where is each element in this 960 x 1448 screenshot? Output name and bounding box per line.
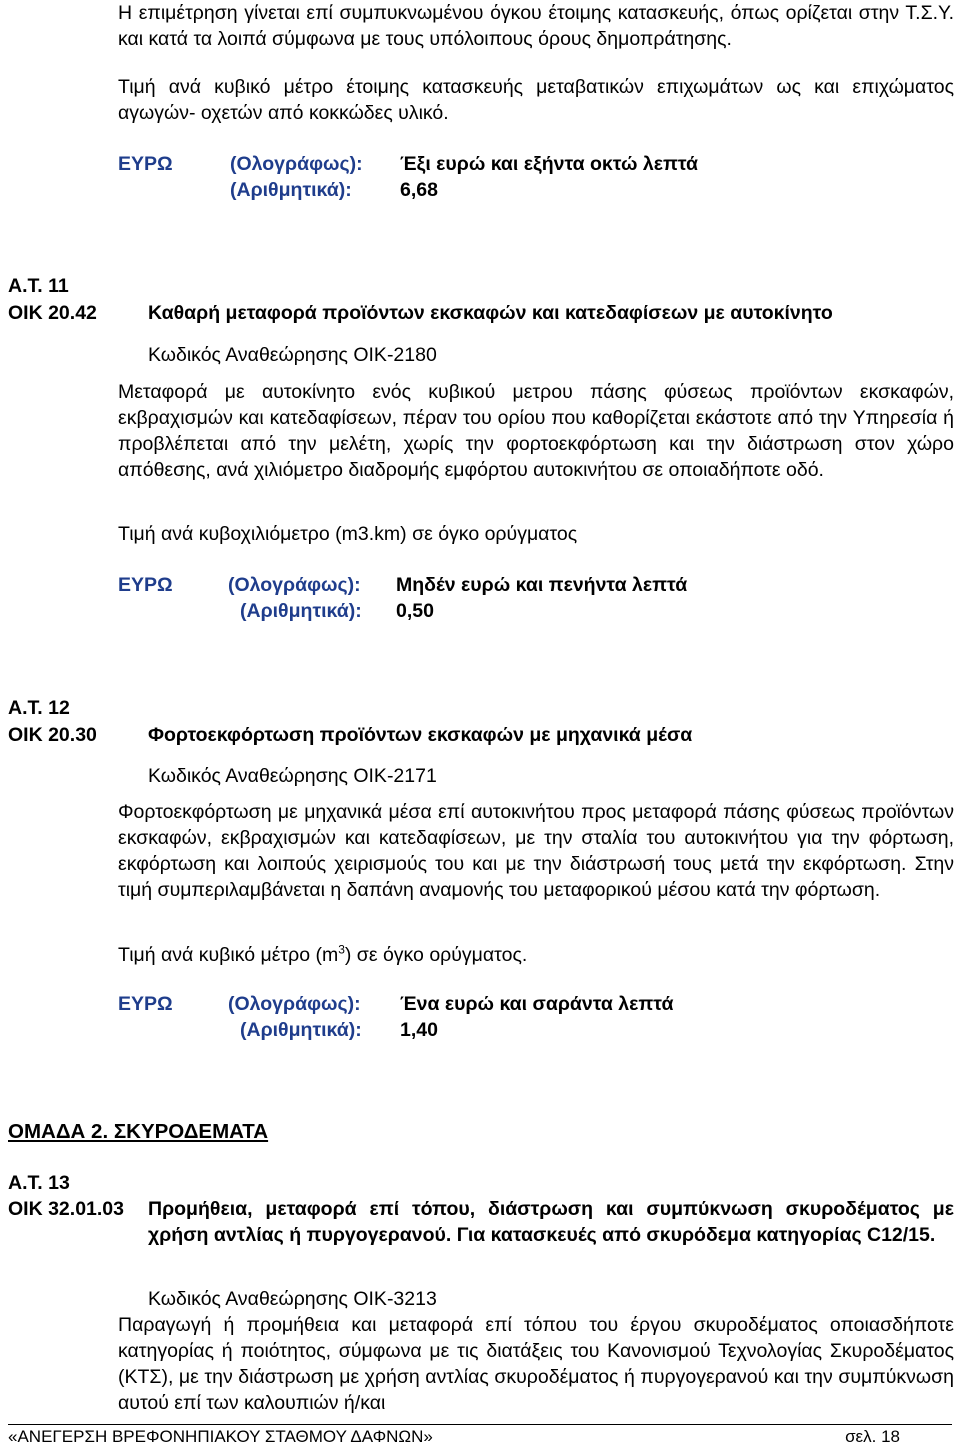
price-number-row <box>118 1017 818 1043</box>
item-code: ΟΙΚ 32.01.03 <box>8 1198 124 1220</box>
item-at-number: Α.Τ. 13 <box>8 1172 70 1194</box>
item-title: Φορτοεκφόρτωση προϊόντων εκσκαφών με μηχανικά μέσα <box>148 724 693 746</box>
revision-code: Κωδικός Αναθεώρησης ΟΙΚ-3213 <box>148 1288 437 1310</box>
in-words-label: (Ολογράφως): <box>230 153 363 175</box>
item-code: ΟΙΚ 20.42 <box>8 302 97 324</box>
price-words-row <box>118 572 818 598</box>
price-words: Έξι ευρώ και εξήντα οκτώ λεπτά <box>400 153 699 175</box>
item-description: Φορτοεκφόρτωση με μηχανικά μέσα επί αυτοκινήτου προς μεταφορά πάσης φύσεως προϊόντων εκσκαφών, εκβραχισμών και κατεδαφίσεων, με την σταλία του αυτοκινήτου για την φόρτωση, εκφόρτωση και λοιπούς χειρισμούς του και με την διάστρωσή τους μετά την εκφόρτωση. Στην τιμή συμπεριλαμβάνεται η δαπάνη αναμονής του μεταφορικού μέσου κατά την φόρτωση. <box>118 801 954 901</box>
price-number-row <box>118 177 818 203</box>
price-description: Τιμή ανά κυβικό μέτρο έτοιμης κατασκευής μεταβατικών επιχωμάτων ως και επιχώματος αγωγών- οχετών από κοκκώδες υλικό. <box>118 76 954 124</box>
currency-label: ΕΥΡΩ <box>118 153 173 175</box>
unit-line: Τιμή ανά κυβικό μέτρο $(m^3)$ σε όγκο ορύγματος. <box>118 942 528 966</box>
in-words-label: (Ολογράφως): <box>228 574 361 596</box>
item-description: Μεταφορά με αυτοκίνητο ενός κυβικού μετρου πάσης φύσεως προϊόντων εκσκαφών, εκβραχισμών και κατεδαφίσεων, πέραν του ορίου που καθορίζεται εκάστοτε από την Υπηρεσία ή προβλέπεται από την μελέτη, χωρίς την φορτοεκφόρτωση και την διάστρωση στον χώρο απόθεσης, ανά χιλιόμετρο διαδρομής εμφόρτου αυτοκινήτου σε οποιαδήποτε οδό. <box>118 381 954 481</box>
price-words-row <box>118 991 818 1017</box>
price-number: 6,68 <box>400 179 438 201</box>
in-numbers-label: (Αριθμητικά): <box>240 600 362 622</box>
in-words-label: (Ολογράφως): <box>228 993 361 1015</box>
revision-code: Κωδικός Αναθεώρησης ΟΙΚ-2180 <box>148 344 437 366</box>
unit-line: Τιμή ανά κυβοχιλιόμετρο (m3.km) σε όγκο ορύγματος <box>118 523 578 545</box>
currency-label: ΕΥΡΩ <box>118 574 173 596</box>
item-title: Καθαρή μεταφορά προϊόντων εκσκαφών και κατεδαφίσεων με αυτοκίνητο <box>148 302 833 324</box>
item-at-number: Α.Τ. 12 <box>8 697 70 719</box>
price-number-row <box>118 598 818 624</box>
item-code: ΟΙΚ 20.30 <box>8 724 97 746</box>
item-description: Παραγωγή ή προμήθεια και μεταφορά επί τόπου του έργου σκυροδέματος οποιασδήποτε κατηγορίας ή ποιότητος, σύμφωνα με τις διατάξεις του Κανονισμού Τεχνολογίας Σκυροδέματος (ΚΤΣ), με την διάστρωση με χρήση αντλίας σκυροδέματος ή πυργογερανού και την συμπύκνωση αυτού επί των καλουπιών ή/και <box>118 1314 954 1414</box>
in-numbers-label: (Αριθμητικά): <box>240 1019 362 1041</box>
in-numbers-label: (Αριθμητικά): <box>230 179 352 201</box>
revision-code: Κωδικός Αναθεώρησης ΟΙΚ-2171 <box>148 765 437 787</box>
item-title: Προμήθεια, μεταφορά επί τόπου, διάστρωση και συμπύκνωση σκυροδέματος με χρήση αντλίας ή πυργογερανού. Για κατασκευές από σκυρόδεμα κατηγορίας C12/15. <box>148 1198 954 1246</box>
footer-page-number: σελ. 18 <box>845 1427 900 1446</box>
price-words-row <box>118 151 818 177</box>
footer-project: «ΑΝΕΓΕΡΣΗ ΒΡΕΦΟΝΗΠΙΑΚΟΥ ΣΤΑΘΜΟΥ ΔΑΦΝΩΝ» <box>8 1427 433 1446</box>
price-words: Μηδέν ευρώ και πενήντα λεπτά <box>396 574 688 596</box>
price-number: 0,50 <box>396 600 434 622</box>
price-number: 1,40 <box>400 1019 438 1041</box>
currency-label: ΕΥΡΩ <box>118 993 173 1015</box>
group-heading: ΟΜΑΔΑ 2. ΣΚΥΡΟΔΕΜΑΤΑ <box>8 1120 269 1143</box>
item-at-number: Α.Τ. 11 <box>8 275 69 297</box>
intro-paragraph: Η επιμέτρηση γίνεται επί συμπυκνωμένου όγκου έτοιμης κατασκευής, όπως ορίζεται στην Τ.Σ.Υ. και κατά τα λοιπά σύμφωνα με τους υπόλοιπους όρους δημοπράτησης. <box>118 2 954 50</box>
price-words: Ένα ευρώ και σαράντα λεπτά <box>400 993 674 1015</box>
footer-divider <box>8 1424 952 1425</box>
